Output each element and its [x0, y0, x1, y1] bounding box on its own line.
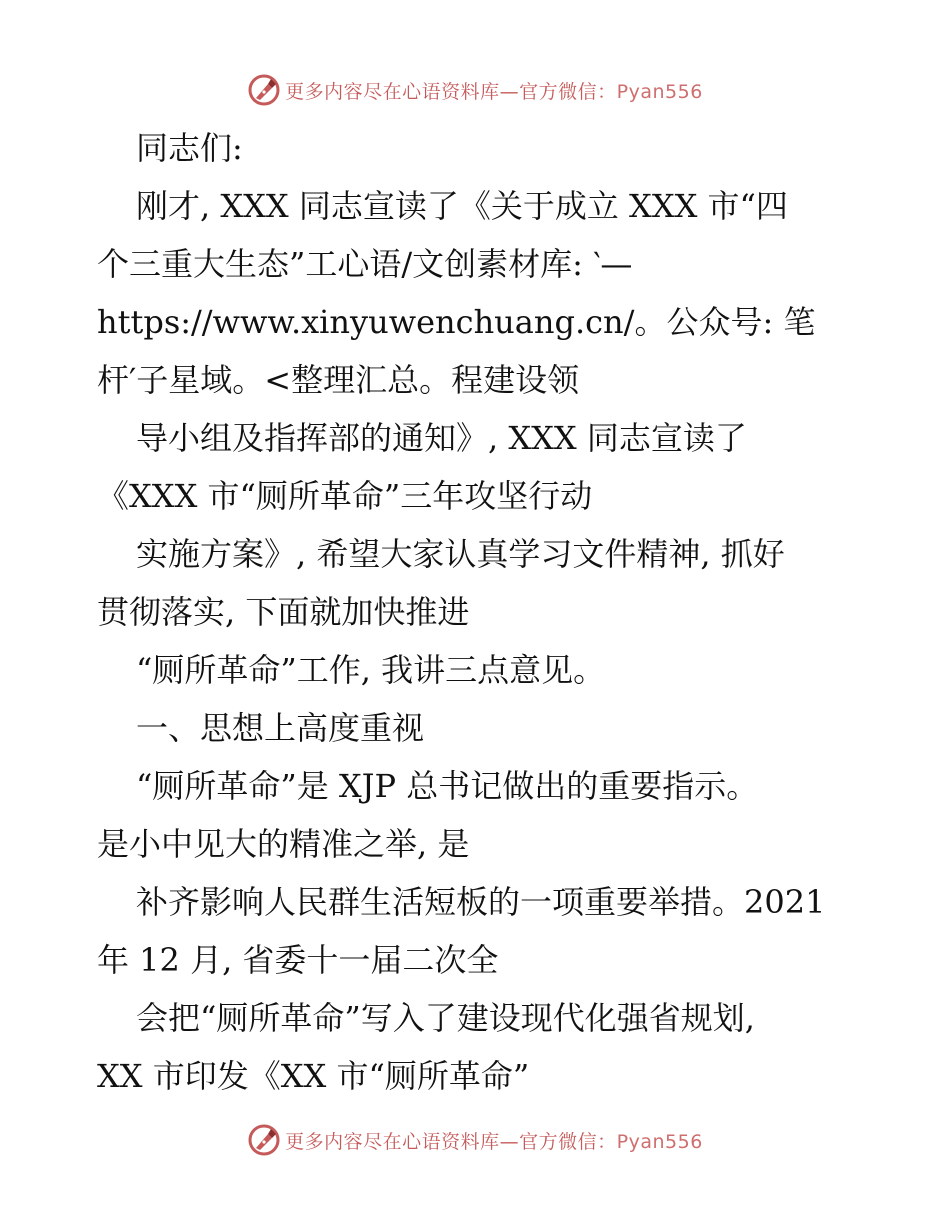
text-line: “厕所革命”是 XJP 总书记做出的重要指示。 — [136, 767, 759, 805]
text-line: 是小中见大的精准之举, 是 — [97, 825, 470, 863]
watermark-banner-top — [0, 70, 950, 110]
watermark-slogan: 更多内容尽在心语资料库—官方微信： — [285, 1130, 617, 1153]
text-line: https://www.xinyuwenchuang.cn/。公众号: 笔 — [97, 303, 816, 341]
text-line: 《XXX 市“厕所革命”三年攻坚行动 — [97, 477, 593, 515]
text-line: 贯彻落实, 下面就加快推进 — [97, 593, 470, 631]
watermark-handle: Pyan556 — [616, 80, 703, 103]
text-line: 补齐影响人民群生活短板的一项重要举措。2021 — [136, 883, 826, 921]
text-line: 会把“厕所革命”写入了建设现代化强省规划, — [136, 999, 755, 1037]
pen-nib-logo-icon — [247, 1123, 281, 1157]
text-line: 个三重大生态”工心语/文创素材库: ‵— — [97, 245, 633, 283]
section-heading: 一、思想上高度重视 — [136, 709, 425, 747]
watermark-text — [285, 77, 703, 104]
text-line: 导小组及指挥部的通知》, XXX 同志宣读了 — [136, 419, 747, 457]
text-line: XX 市印发《XX 市“厕所革命” — [97, 1057, 530, 1095]
text-line: 年 12 月, 省委十一届二次全 — [97, 941, 499, 979]
text-line: 刚才, XXX 同志宣读了《关于成立 XXX 市“四 — [136, 187, 788, 225]
text-line: 杆′子星域。<整理汇总。程建设领 — [97, 361, 580, 399]
text-line: 实施方案》, 希望大家认真学习文件精神, 抓好 — [136, 535, 785, 573]
watermark-handle: Pyan556 — [616, 1130, 703, 1153]
text-line: 同志们: — [136, 129, 243, 167]
watermark-slogan: 更多内容尽在心语资料库—官方微信： — [285, 80, 617, 103]
watermark-banner-bottom — [0, 1120, 950, 1160]
watermark-text — [285, 1127, 703, 1154]
text-line: “厕所革命”工作, 我讲三点意见。 — [136, 651, 606, 689]
pen-nib-logo-icon — [247, 73, 281, 107]
